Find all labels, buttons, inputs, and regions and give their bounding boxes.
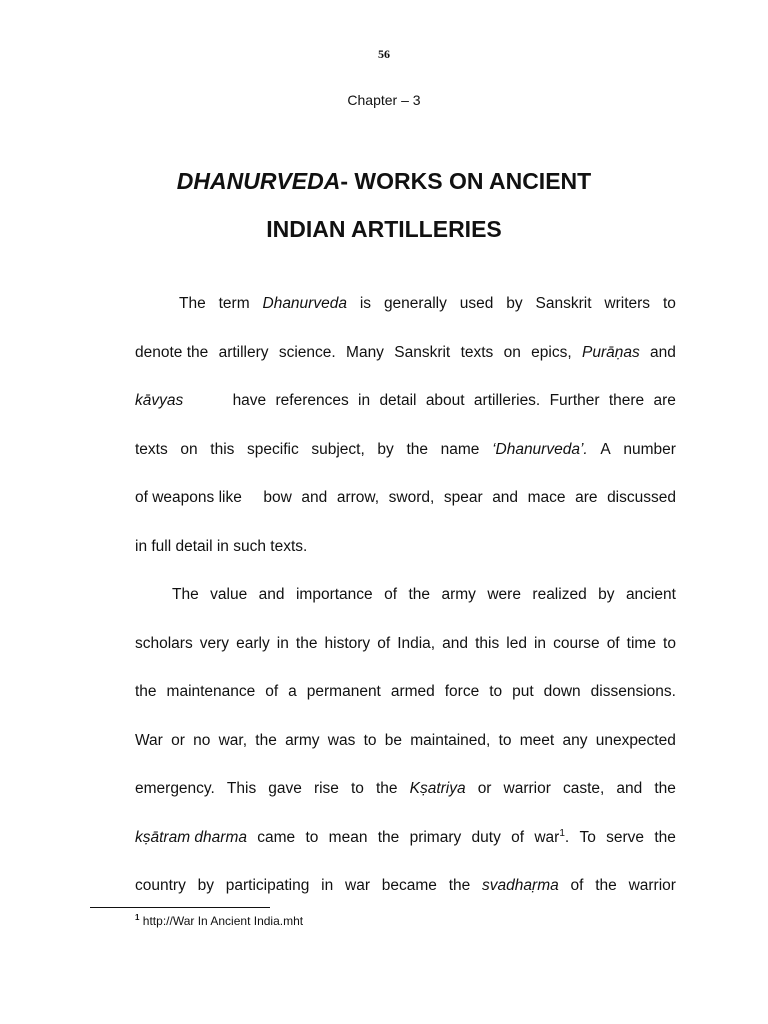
word: was — [327, 731, 356, 749]
word: warrior — [628, 877, 676, 894]
word: epics, — [531, 343, 572, 361]
word: generally — [383, 295, 447, 312]
word: in — [358, 392, 371, 409]
word: a — [288, 683, 297, 700]
word: discussed — [607, 489, 676, 506]
word: down — [543, 683, 581, 700]
p1-line-6 — [135, 523, 676, 572]
word: put — [512, 683, 534, 700]
word: artilleries. — [473, 392, 541, 409]
word: ‘Dhanurveda’. — [492, 440, 588, 458]
word: caste, — [562, 780, 605, 797]
word: have — [232, 392, 267, 409]
word: by — [377, 440, 394, 458]
word: to — [662, 295, 676, 312]
word: there — [608, 392, 645, 409]
p2-line-6 — [135, 814, 676, 863]
chapter-label: Chapter – 3 — [347, 92, 421, 108]
p2-line-1 — [135, 571, 676, 620]
title-line-1 — [0, 157, 768, 205]
word: war — [534, 828, 560, 846]
word: any — [562, 731, 588, 749]
word: subject, — [311, 440, 365, 458]
p1-line-3 — [135, 377, 676, 426]
word: of weapons like — [135, 489, 242, 506]
word: mean — [328, 828, 368, 846]
p2-line-7 — [135, 862, 676, 911]
p1-line-1 — [135, 280, 676, 329]
word: the — [376, 780, 398, 797]
word: of — [570, 877, 584, 894]
word: came — [257, 828, 296, 846]
p1-line-5 — [135, 474, 676, 523]
page-number: 56 — [378, 47, 390, 61]
title-italic: DHANURVEDA — [176, 168, 341, 194]
word: and — [442, 634, 469, 652]
word: became — [381, 877, 437, 894]
word: unexpected — [595, 731, 676, 749]
word: the — [377, 828, 400, 846]
word: denote the — [135, 343, 209, 361]
word: course — [553, 634, 600, 652]
word: in — [321, 877, 334, 894]
word: War — [135, 731, 163, 749]
word: of — [265, 683, 279, 700]
word: led — [506, 634, 527, 652]
word: name — [440, 440, 480, 458]
word: are — [575, 489, 598, 506]
word: kṣātram dharma — [135, 828, 247, 846]
title-line-2: INDIAN ARTILLERIES — [266, 216, 502, 242]
word: on — [503, 343, 521, 361]
word: bow — [263, 489, 292, 506]
word: of — [606, 634, 620, 652]
word: war, — [218, 731, 248, 749]
word: are — [653, 392, 676, 409]
word: and — [258, 586, 285, 603]
word: the — [135, 683, 157, 700]
word: svadhaṛma — [482, 877, 559, 894]
word: maintained, — [410, 731, 491, 749]
p2-line-2 — [135, 620, 676, 669]
word: detail — [379, 392, 417, 409]
word: gave — [268, 780, 302, 797]
word: number — [623, 440, 676, 458]
word: Kṣatriya — [409, 780, 466, 797]
title-rest: - WORKS ON ANCIENT — [340, 168, 592, 194]
word: the — [595, 877, 617, 894]
footnote-number: 1 — [135, 913, 140, 922]
word: this — [475, 634, 500, 652]
word: country — [135, 877, 186, 894]
word: or — [477, 780, 492, 797]
word: and — [616, 780, 643, 797]
p2-line-3 — [135, 668, 676, 717]
word: value — [210, 586, 248, 603]
word: and — [301, 489, 328, 506]
word: This — [226, 780, 257, 797]
word: by — [197, 877, 214, 894]
word: of — [377, 634, 391, 652]
footnote-text: http://War In Ancient India.mht — [142, 914, 304, 928]
word: the — [406, 440, 428, 458]
word: armed — [390, 683, 435, 700]
word: writers — [604, 295, 651, 312]
word: to — [351, 780, 364, 797]
word: on — [180, 440, 198, 458]
word: be — [384, 731, 402, 749]
word: term — [218, 295, 250, 312]
page-title — [0, 157, 768, 253]
word: to — [498, 731, 512, 749]
word: participating — [225, 877, 310, 894]
word: references — [275, 392, 349, 409]
word: The — [172, 586, 199, 603]
word: realized — [532, 586, 587, 603]
word: about — [425, 392, 465, 409]
footnote — [135, 914, 303, 928]
word: duty — [471, 828, 501, 846]
word: in — [533, 634, 547, 652]
word: artillery — [218, 343, 269, 361]
word: science. — [278, 343, 336, 361]
word-with-footnote: war$^1$. — [534, 827, 570, 846]
word: mace — [527, 489, 566, 506]
word: by — [506, 295, 523, 312]
word: very — [199, 634, 230, 652]
word: Sanskrit — [394, 343, 451, 361]
body-text — [135, 280, 676, 911]
word: war — [345, 877, 370, 894]
word: is — [359, 295, 372, 312]
word: A — [600, 440, 611, 458]
word: texts — [460, 343, 494, 361]
word: no — [193, 731, 211, 749]
word: warrior — [503, 780, 551, 797]
word: or — [171, 731, 185, 749]
word: permanent — [306, 683, 381, 700]
word: the — [255, 731, 277, 749]
word: specific — [247, 440, 299, 458]
word: scholars — [135, 634, 193, 652]
word: the — [654, 828, 676, 846]
footnote-ref: 1 — [559, 827, 565, 839]
word: sword, — [388, 489, 435, 506]
word: Sanskrit — [535, 295, 592, 312]
word: The — [179, 295, 206, 312]
word: primary — [409, 828, 462, 846]
p1-line-2 — [135, 329, 676, 378]
word: and — [650, 343, 676, 361]
word: spear — [443, 489, 483, 506]
word: importance — [295, 586, 373, 603]
word: meet — [519, 731, 555, 749]
word: force — [444, 683, 480, 700]
word: to — [305, 828, 319, 846]
word: Purāṇas — [581, 343, 640, 361]
word: kāvyas — [135, 392, 184, 409]
line-text: in full detail in such texts. — [135, 537, 308, 555]
word: to — [363, 731, 377, 749]
word: dissensions. — [590, 683, 676, 700]
p1-line-4 — [135, 426, 676, 475]
word: texts — [135, 440, 168, 458]
word: India, — [397, 634, 436, 652]
word: this — [210, 440, 235, 458]
word: of — [511, 828, 525, 846]
word: were — [487, 586, 521, 603]
p2-line-5 — [135, 765, 676, 814]
word: emergency. — [135, 780, 215, 797]
word: arrow, — [336, 489, 380, 506]
word: the — [295, 634, 318, 652]
word: Many — [346, 343, 384, 361]
word: history — [324, 634, 371, 652]
word: army — [285, 731, 320, 749]
word: Dhanurveda — [262, 295, 347, 312]
word: and — [492, 489, 519, 506]
word: of — [384, 586, 398, 603]
word: rise — [313, 780, 339, 797]
word: to — [663, 634, 676, 652]
p2-line-4 — [135, 717, 676, 766]
footnote-divider — [90, 907, 270, 908]
word: early — [236, 634, 270, 652]
word: by — [598, 586, 615, 603]
word: the — [654, 780, 676, 797]
word: used — [459, 295, 494, 312]
word: the — [408, 586, 431, 603]
word: Further — [549, 392, 600, 409]
word: ancient — [625, 586, 676, 603]
word: the — [448, 877, 471, 894]
word: maintenance — [166, 683, 256, 700]
word: to — [489, 683, 503, 700]
word: serve — [606, 828, 645, 846]
word: To — [579, 828, 596, 846]
word: in — [276, 634, 289, 652]
word: army — [441, 586, 476, 603]
word: time — [626, 634, 656, 652]
